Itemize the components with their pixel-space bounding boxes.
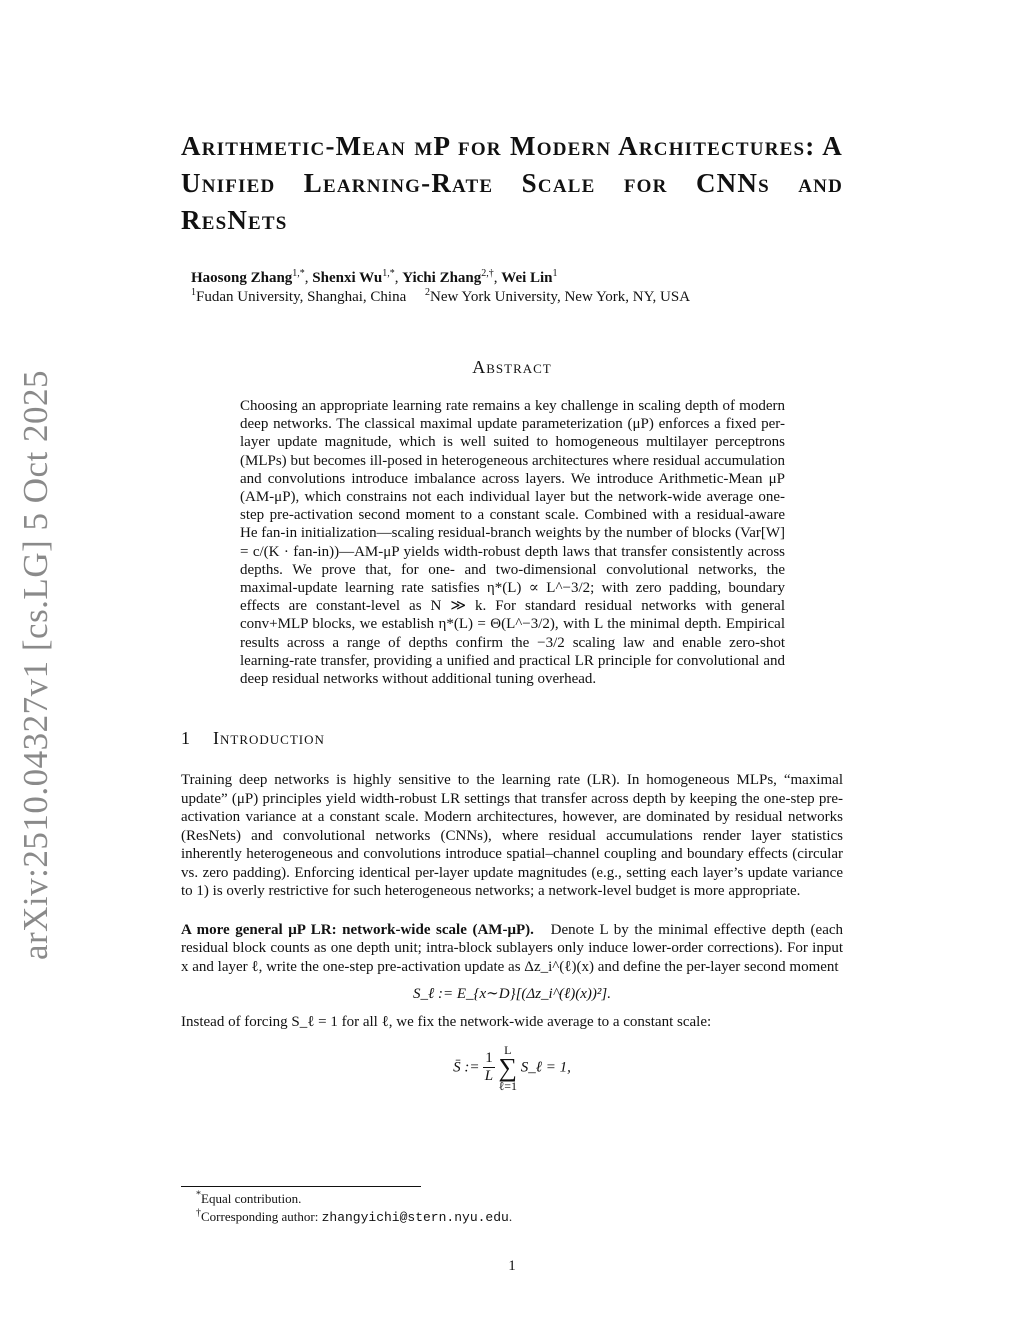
footnote-equal xyxy=(196,1190,512,1208)
abstract-heading: Abstract xyxy=(472,357,552,377)
eq2-fraction xyxy=(483,1050,495,1085)
author-2: Shenxi Wu xyxy=(312,270,383,286)
footnote-1-mark: * xyxy=(196,1189,201,1201)
affiliation-1-mark: 1 xyxy=(191,287,196,298)
corresponding-email-link[interactable]: zhangyichi@stern.nyu.edu xyxy=(321,1210,509,1225)
arxiv-identifier: arXiv:2510.04327v1 [cs.LG] 5 Oct 2025 xyxy=(16,369,55,961)
equation-network-average xyxy=(181,1044,843,1096)
author-2-mark: 1,* xyxy=(382,268,395,279)
eq2-denominator: L xyxy=(484,1068,494,1085)
intro-paragraph: Training deep networks is highly sensitive to the learning rate (LR). In homogeneous MLPs, “maximal update” (μP) principles yield width-robust LR settings that transfer across depth by keeping the one-step pre-activation variance at a constant scale. Modern architectures, however, are dominated by residual networks (ResNets) and convolutional networks (CNNs), where residual accumulations render layer statistics inherently heterogeneous and convolutions introduce spatial–channel coupling and boundary effects (circular vs. zero padding). Enforcing identical per-layer update magnitudes (e.g., setting each layer’s update variance to 1) is overly restrictive for such heterogeneous networks; a network-level budget is more appropriate. xyxy=(181,772,843,900)
footnote-2-mark: † xyxy=(196,1207,201,1219)
affiliation-1: Fudan University, Shanghai, China xyxy=(196,289,407,305)
arxiv-sidebar-stamp xyxy=(0,369,72,961)
page-number: 1 xyxy=(508,1258,516,1274)
am-mup-paragraph xyxy=(181,921,843,977)
eq2-rhs: S_ℓ = 1, xyxy=(520,1059,571,1076)
author-1-mark: 1,* xyxy=(292,268,305,279)
paper-body xyxy=(181,128,843,1096)
affiliations xyxy=(191,288,843,307)
author-1: Haosong Zhang xyxy=(191,270,293,286)
author-names: Haosong Zhang$^{1,*}$, Shenxi $Wu^{1,*}$, Yichi Zhang$^{2,\dagger}$, Wei Lin$^1$ xyxy=(191,268,558,286)
am-mup-paragraph-text: Denote L by the minimal effective depth (each residual block counts as one depth unit; intra-block sublayers only induce lower-order corrections). For input x and layer ℓ, write the one-step pre-activation update as Δz_i^(ℓ)(x) and define the per-layer second moment xyxy=(181,921,844,975)
eq2-sum-top: L xyxy=(504,1042,512,1057)
footnotes xyxy=(196,1190,512,1227)
abstract-text: Choosing an appropriate learning rate remains a key challenge in scaling depth of modern deep networks. The classical maximal update parameterization (μP) enforces a fixed per-layer update magnitude, which is well suited to homogeneous multilayer perceptrons (MLPs) but becomes ill-posed in heterogeneous architectures where residual accumulation and convolutions introduce imbalance across layers. We introduce Arithmetic-Mean μP (AM-μP), which constrains not each individual layer but the network-wide average one-step pre-activation second moment to a constant scale. Combined with a residual-aware He fan-in initialization—scaling residual-branch weights by the number of blocks (Var[W] = c/(K · fan-in))—AM-μP yields width-robust depth laws that transfer consistently across depths. We prove that, for one- and two-dimensional convolutional networks, the maximal-update learning rate satisfies η*(L) ∝ L^−3/2; with zero padding, boundary effects are constant-level as N ≫ k. For standard residual networks with general conv+MLP blocks, we establish η*(L) = Θ(L^−3/2), with L the minimal depth. Empirical results across a range of depths confirm the −3/2 scaling law and enable zero-shot learning-rate transfer, providing a unified and practical LR principle for convolutional and deep residual networks without additional tuning overhead. xyxy=(240,398,785,688)
eq2-numerator: 1 xyxy=(485,1050,493,1067)
author-3: Yichi Zhang xyxy=(402,270,482,286)
paragraph-run-in-heading: A more general μP LR: network-wide scale (AM-μP). xyxy=(181,921,534,938)
paper-title: Arithmetic-Mean μP for Modern Architectures: A Unified Learning-Rate Scale for CNNs and ResNets xyxy=(181,131,843,235)
average-paragraph: Instead of forcing S_ℓ = 1 for all ℓ, we fix the network-wide average to a constant scale: xyxy=(181,1014,712,1031)
affiliation-2-mark: 2 xyxy=(425,287,431,298)
section-number: 1 xyxy=(181,728,191,749)
eq2-lhs: S̄ := xyxy=(453,1059,480,1076)
section-heading xyxy=(181,728,843,749)
eq2-sum-bottom: ℓ=1 xyxy=(498,1078,517,1093)
sigma-symbol: ∑ xyxy=(498,1052,518,1082)
author-4: Wei Lin xyxy=(501,270,553,286)
author-block xyxy=(181,269,843,307)
footnote-rule xyxy=(181,1186,421,1187)
author-3-mark: 2,† xyxy=(481,268,494,279)
author-4-mark: 1 xyxy=(552,268,558,279)
affiliation-2: New York University, New York, NY, USA xyxy=(430,289,691,305)
footnote-2-label: Corresponding author: xyxy=(201,1209,319,1224)
section-title: Introduction xyxy=(213,728,325,749)
footnote-corresponding: †Corresponding author: zhangyichi@stern.nyu.edu. xyxy=(196,1207,513,1225)
footnote-1-text: Equal contribution. xyxy=(201,1191,302,1206)
eq2-summation xyxy=(498,1044,517,1092)
equation-second-moment: S_ℓ := E_{x∼D}[(Δz_i^(ℓ)(x))²]. xyxy=(412,986,612,1003)
